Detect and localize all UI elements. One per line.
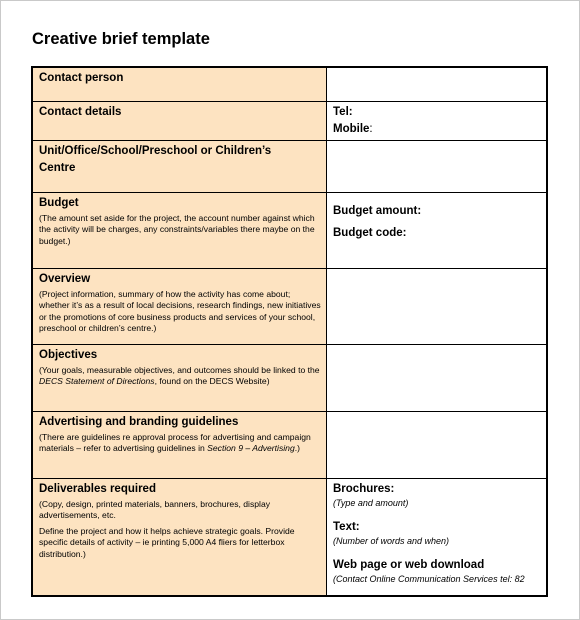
row-objectives (32, 344, 547, 411)
contact-person-value-cell[interactable] (327, 67, 548, 101)
objectives-value-cell[interactable] (327, 344, 548, 411)
overview-label-cell (32, 268, 327, 344)
unit-office-value-cell[interactable] (327, 140, 548, 192)
overview-value-cell[interactable] (327, 268, 548, 344)
deliverables-heading: Deliverables required (39, 482, 156, 495)
budget-heading: Budget (39, 196, 79, 209)
unit-office-heading-line1: Unit/Office/School/Preschool or Children’s (39, 144, 272, 157)
row-unit-office (32, 140, 547, 192)
deliverables-description-2: Define the project and how it helps achieve strategic goals. Provide specific details of activity – ie printing 5,000 A4 fliers for letterbox distribution.) (39, 525, 295, 559)
advertising-heading: Advertising and branding guidelines (39, 415, 239, 428)
contact-person-label-cell (32, 67, 327, 101)
deliverables-label-cell (32, 478, 327, 596)
objectives-description-text: (Your goals, measurable objectives, and outcomes should be linked to the (39, 364, 320, 375)
document-title: Creative brief template (32, 30, 210, 48)
deliverables-value-cell[interactable] (327, 478, 548, 596)
decs-statement-link: DECS Statement of Directions (39, 376, 155, 387)
contact-person-heading: Contact person (39, 72, 124, 84)
text-hint: (Number of words and when) (333, 535, 450, 546)
budget-description: (The amount set aside for the project, the account number against which the activity will be charges, any constraints/variables there maybe on the budget.) (39, 212, 315, 246)
overview-heading: Overview (39, 272, 91, 285)
deliverables-description-1: (Copy, design, printed materials, banners, brochures, display advertisements, etc. (39, 498, 271, 521)
budget-amount-label: Budget amount: (333, 204, 422, 217)
advertising-description (39, 432, 321, 455)
overview-description: (Project information, summary of how the activity has come about; whether it’s as a result of local decisions, research findings, new initiatives or the promotions of core business products and services of your school, preschool or children’s centre.) (39, 288, 321, 334)
tel-label: Tel: (333, 105, 353, 118)
objectives-description (39, 365, 321, 388)
unit-office-heading-line2: Centre (39, 161, 76, 174)
advertising-label-cell (32, 411, 327, 478)
objectives-label-cell (32, 344, 327, 411)
contact-details-value-cell[interactable] (327, 101, 548, 140)
brochures-label: Brochures: (333, 482, 395, 495)
web-download-hint: (Contact Online Communication Services tel: 82 (333, 573, 525, 584)
web-download-label: Web page or web download (333, 558, 485, 571)
row-contact-person (32, 67, 547, 101)
brochures-hint: (Type and amount) (333, 497, 409, 508)
advertising-description-end: .) (294, 443, 300, 454)
unit-office-label-cell (32, 140, 327, 192)
row-advertising (32, 411, 547, 478)
budget-label-cell (32, 192, 327, 268)
mobile-line (333, 121, 541, 138)
budget-value-cell[interactable] (327, 192, 548, 268)
objectives-heading: Objectives (39, 348, 98, 361)
contact-details-label-cell (32, 101, 327, 140)
objectives-description-end: , found on the DECS Website) (154, 376, 270, 387)
row-overview (32, 268, 547, 344)
contact-details-heading: Contact details (39, 105, 122, 118)
row-deliverables (32, 478, 547, 596)
row-budget (32, 192, 547, 268)
row-contact-details (32, 101, 547, 140)
advertising-description-text: (There are guidelines re approval process for advertising and campaign materials – refer to advertising guidelines in (39, 431, 311, 454)
mobile-colon: : (369, 122, 373, 135)
budget-code-label: Budget code: (333, 226, 407, 239)
text-label: Text: (333, 520, 360, 533)
section-9-reference: Section 9 – Advertising (207, 443, 295, 454)
mobile-label: Mobile (333, 122, 370, 135)
advertising-value-cell[interactable] (327, 411, 548, 478)
creative-brief-table (31, 66, 548, 597)
